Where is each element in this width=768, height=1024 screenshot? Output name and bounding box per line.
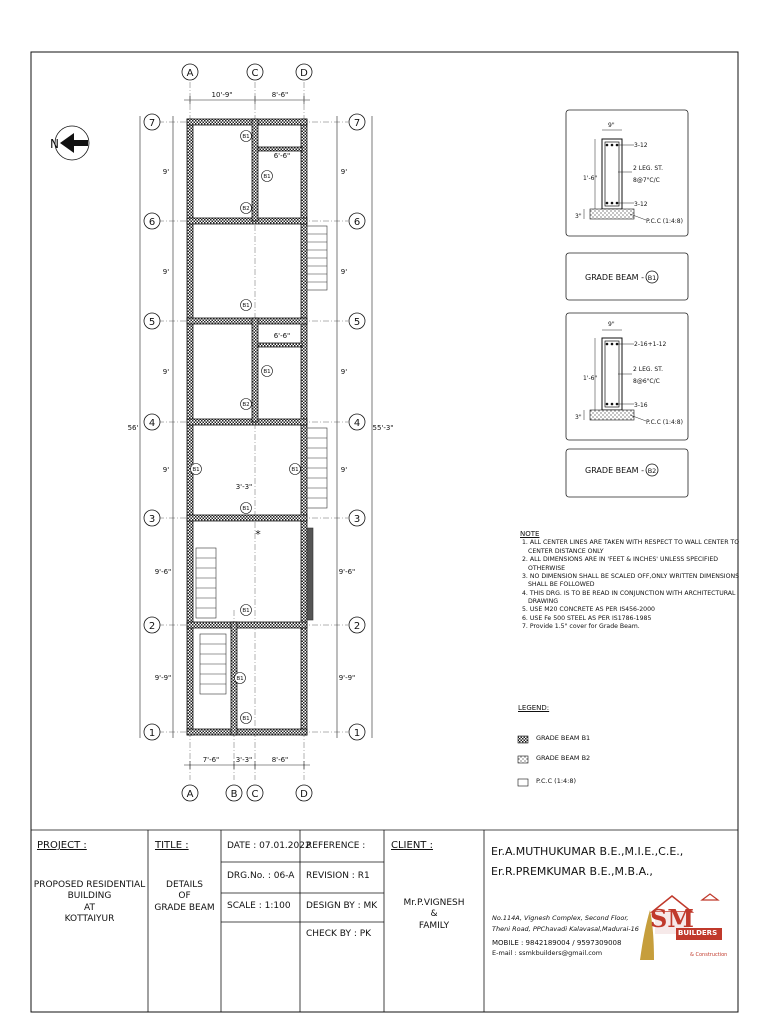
svg-text:3-16: 3-16 (634, 402, 648, 409)
legend-heading: LEGEND: (518, 704, 550, 712)
star-mark: * (255, 528, 261, 541)
grid-label-left: 4 (148, 418, 156, 429)
grid-label-top: C (251, 68, 259, 79)
dim-left: 9'-6" (154, 568, 172, 576)
svg-text:3": 3" (575, 213, 582, 220)
grid-label-left: 5 (148, 317, 156, 328)
project-label: PROJECT : (37, 840, 87, 851)
notes-heading: NOTE (520, 530, 540, 538)
dim-left: 9' (162, 466, 170, 474)
grid-label-bottom: A (186, 789, 194, 800)
svg-text:3-12: 3-12 (634, 201, 648, 208)
dim-bottom: 7'-6" (202, 756, 220, 764)
note-item: 5. USE M20 CONCRETE AS PER IS456-2000 (522, 606, 655, 614)
svg-text:2 LEG. ST.: 2 LEG. ST. (633, 366, 663, 373)
section-title: GRADE BEAM - (585, 466, 645, 475)
dim-top: 10'-9" (211, 91, 233, 99)
section-b1 (566, 110, 688, 300)
mobile-field: MOBILE : 9842189004 / 9597309008 (492, 939, 622, 947)
grid-label-right: 3 (353, 514, 361, 525)
title-label: TITLE : (155, 840, 189, 851)
dim-bottom: 3'-3" (235, 756, 253, 764)
north-label: N (50, 137, 59, 151)
svg-text:P.C.C (1:4:8): P.C.C (1:4:8) (646, 218, 683, 225)
section-tag: B2 (647, 467, 657, 475)
north-arrow-icon (50, 126, 89, 160)
date-field: DATE : 07.01.2022 (227, 841, 311, 851)
grid-label-left: 3 (148, 514, 156, 525)
section-b2 (566, 313, 688, 497)
svg-text:2-16+1-12: 2-16+1-12 (634, 341, 667, 348)
svg-text:B2: B2 (242, 402, 250, 408)
dim-left: 9' (162, 268, 170, 276)
svg-text:B1: B1 (242, 506, 250, 512)
dim-small: 6'-6" (273, 332, 291, 340)
dim-small: 6'-6" (273, 152, 291, 160)
svg-text:9": 9" (608, 122, 615, 129)
svg-text:B2: B2 (242, 206, 250, 212)
svg-text:1'-6": 1'-6" (583, 375, 598, 382)
reference-field: REFERENCE : (306, 841, 366, 851)
address-line: No.114A, Vignesh Complex, Second Floor, (492, 914, 629, 922)
logo-word: BUILDERS (678, 929, 718, 937)
dim-left: 9' (162, 168, 170, 176)
dim-right: 9' (340, 368, 348, 376)
dim-right: 9'-9" (338, 674, 356, 682)
scale-field: SCALE : 1:100 (227, 901, 291, 911)
svg-text:B1: B1 (263, 369, 271, 375)
note-item: 7. Provide 1.5" cover for Grade Beam. (522, 623, 640, 631)
engineer-2: Er.R.PREMKUMAR B.E.,M.B.A., (491, 865, 653, 878)
revision-field: REVISION : R1 (306, 871, 370, 881)
address-line: Theni Road, PPChavadi Kalavasal,Madurai-16 (492, 925, 639, 933)
client-name: Mr.P.VIGNESH & FAMILY (403, 898, 465, 931)
design-by-field: DESIGN BY : MK (306, 901, 378, 911)
grid-label-left: 2 (148, 621, 156, 632)
drg-no-field: DRG.No. : 06-A (227, 871, 295, 881)
dim-left: 9'-9" (154, 674, 172, 682)
dim-left: 9' (162, 368, 170, 376)
grid-label-right: 2 (353, 621, 361, 632)
grid-label-right: 4 (353, 418, 361, 429)
grid-label-bottom: D (300, 789, 308, 800)
grid-label-bottom: B (230, 789, 238, 800)
grid-label-top: A (186, 68, 194, 79)
client-label: CLIENT : (391, 840, 433, 851)
grid-label-right: 6 (353, 217, 361, 228)
foundation-plan (50, 64, 394, 801)
dim-right: 9'-6" (338, 568, 356, 576)
svg-text:B1: B1 (192, 467, 200, 473)
svg-text:B1: B1 (291, 467, 299, 473)
grid-label-left: 7 (148, 118, 156, 129)
legend-item: P.C.C (1:4:8) (536, 777, 577, 785)
dim-top: 8'-6" (271, 91, 289, 99)
note-item: 4. THIS DRG. IS TO BE READ IN CONJUNCTION WITH ARCHITECTURAL DRAWING (522, 589, 736, 605)
svg-text:B1: B1 (242, 134, 250, 140)
grid-label-left: 1 (148, 728, 156, 739)
legend-item: GRADE BEAM B2 (536, 754, 591, 762)
drawing-title: DETAILS OF GRADE BEAM (154, 880, 215, 913)
dim-small: 3'-3" (235, 483, 253, 491)
note-item: 1. ALL CENTER LINES ARE TAKEN WITH RESPECT TO WALL CENTER TO CENTER DISTANCE ONLY (522, 539, 740, 555)
svg-text:B1: B1 (236, 676, 244, 682)
svg-text:9": 9" (608, 321, 615, 328)
dim-bottom: 8'-6" (271, 756, 289, 764)
legend-item: GRADE BEAM B1 (536, 734, 591, 742)
check-by-field: CHECK BY : PK (306, 929, 372, 939)
legend-swatches (518, 736, 528, 786)
svg-text:8@6"C/C: 8@6"C/C (633, 378, 660, 385)
grid-label-right: 7 (353, 118, 361, 129)
dim-overall-right: 55'-3" (372, 424, 394, 432)
email-field: E-mail : ssmkbuilders@gmail.com (492, 949, 603, 957)
grid-label-right: 5 (353, 317, 361, 328)
svg-text:B1: B1 (242, 608, 250, 614)
grid-label-left: 6 (148, 217, 156, 228)
logo-sub: & Construction (690, 952, 728, 958)
svg-text:P.C.C (1:4:8): P.C.C (1:4:8) (646, 419, 683, 426)
grid-label-right: 1 (353, 728, 361, 739)
grid-label-top: D (300, 68, 308, 79)
svg-text:1'-6": 1'-6" (583, 175, 598, 182)
svg-text:B1: B1 (242, 716, 250, 722)
svg-text:3": 3" (575, 414, 582, 421)
project-name: PROPOSED RESIDENTIAL BUILDING AT KOTTAIYUR (33, 880, 146, 924)
svg-text:B1: B1 (242, 303, 250, 309)
grid-label-bottom: C (251, 789, 259, 800)
note-item: 6. USE Fe 500 STEEL AS PER IS1786-1985 (522, 614, 652, 622)
logo-letters: SM (650, 904, 694, 933)
note-item: 2. ALL DIMENSIONS ARE IN 'FEET & INCHES' UNLESS SPECIFIED OTHERWISE (522, 556, 719, 572)
svg-text:3-12: 3-12 (634, 142, 648, 149)
svg-text:2 LEG. ST.: 2 LEG. ST. (633, 165, 663, 172)
svg-text:B1: B1 (263, 174, 271, 180)
dim-right: 9' (340, 268, 348, 276)
engineer-1: Er.A.MUTHUKUMAR B.E.,M.I.E.,C.E., (491, 845, 684, 858)
dim-right: 9' (340, 466, 348, 474)
dim-overall-left: 56' (127, 424, 139, 432)
section-title: GRADE BEAM - (585, 273, 645, 282)
dim-right: 9' (340, 168, 348, 176)
svg-text:8@7"C/C: 8@7"C/C (633, 177, 660, 184)
notes-block (520, 530, 740, 631)
note-item: 3. NO DIMENSION SHALL BE SCALED OFF,ONLY WRITTEN DIMENSIONS SHALL BE FOLLOWED (522, 572, 740, 589)
section-tag: B1 (647, 274, 657, 282)
